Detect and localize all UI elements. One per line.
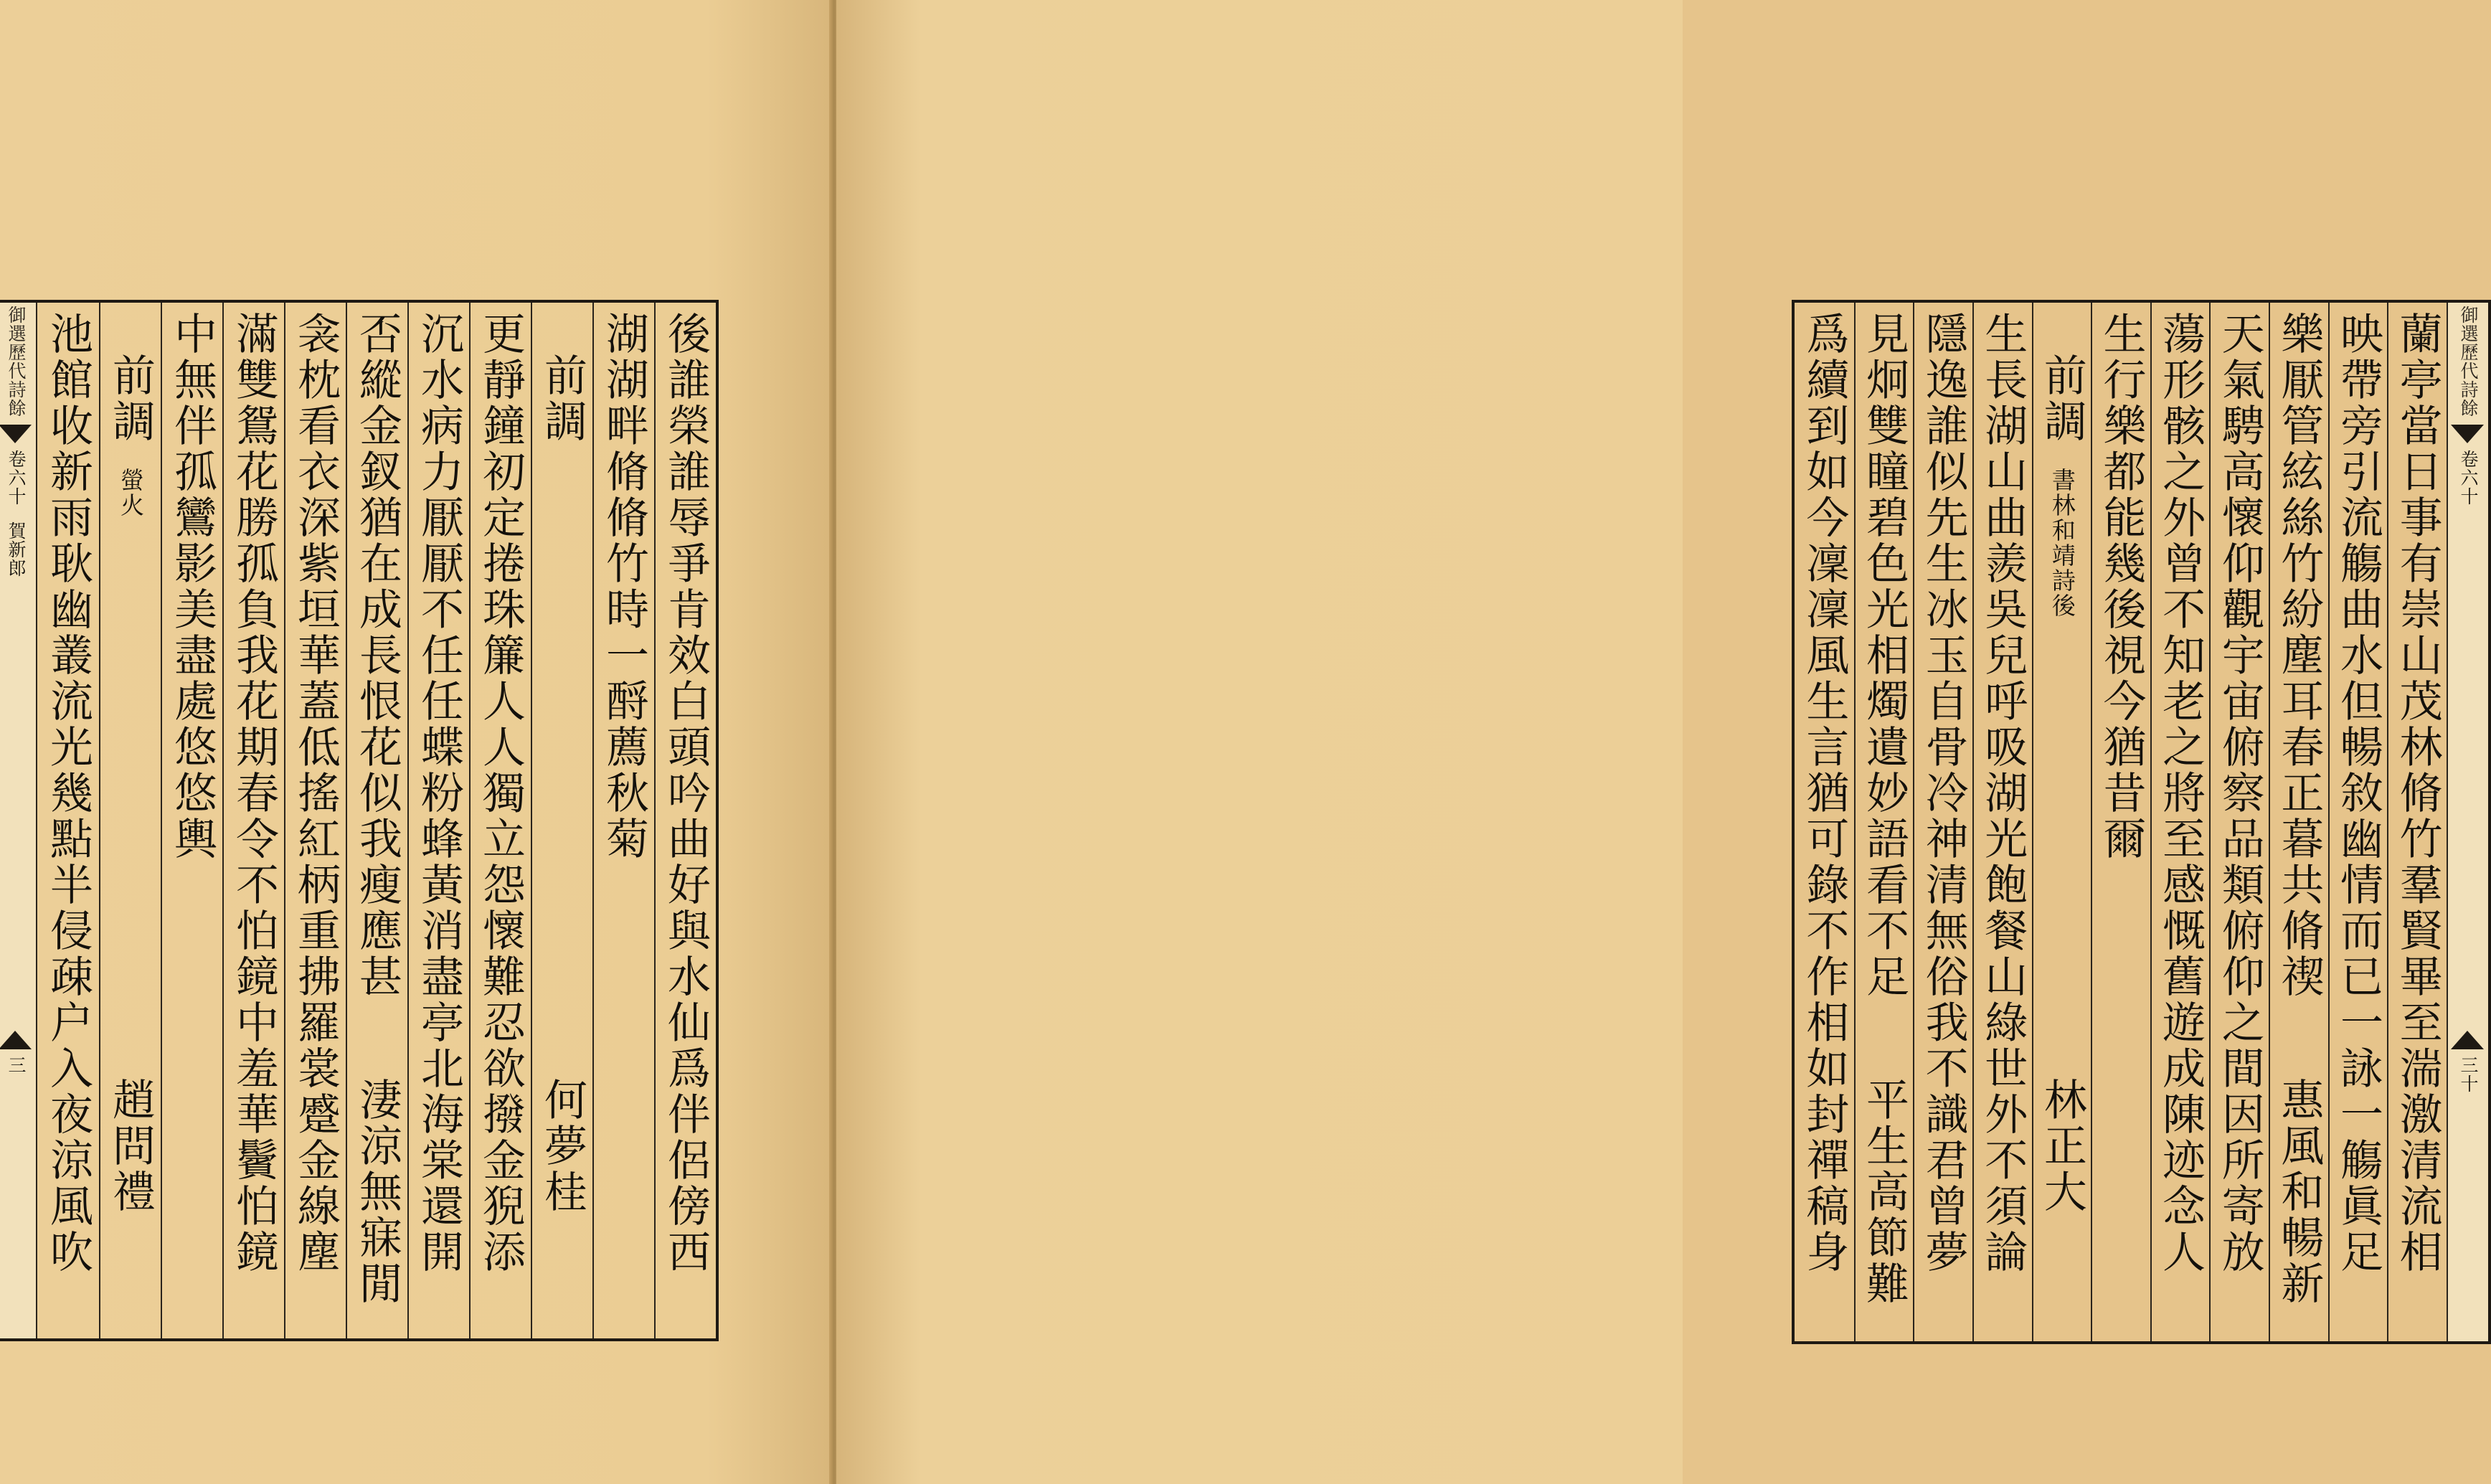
text-column [654,303,716,1338]
center-volume: 卷六十 [2458,450,2479,506]
text-column [222,303,284,1338]
verse-text: 映帶旁引流觴曲水但暢敘幽情而已一詠一觴眞足 [2333,311,2384,1275]
verse-text: 衾枕看衣深紫垣華蓋低搖紅柄重拂羅裳蹙金線塵 [290,311,341,1275]
text-column [2150,303,2210,1341]
tune-heading: 前調 [2036,353,2087,445]
verse-text: 否縱金釵猶在成長恨花似我瘦應甚 [352,311,402,1000]
text-column [161,303,222,1338]
text-column [2032,303,2091,1341]
text-column [407,303,469,1338]
verse-text: 更靜鐘初定捲珠簾人人獨立怨懷難忍欲撥金猊添 [476,311,526,1275]
text-column [2328,303,2388,1341]
text-column [99,303,161,1338]
fish-tail-marker-top [0,425,32,443]
author-name: 趙問禮 [105,1077,156,1215]
center-tune-name: 賀新郎 [6,521,27,577]
verse-text-continued: 平生高節難 [1858,1077,1909,1307]
fish-tail-marker-top [2451,425,2484,443]
right-page [836,0,2479,1484]
verse-text: 生行樂都能幾後視今猶昔爾 [2096,311,2147,862]
text-column [2387,303,2447,1341]
text-column [346,303,407,1338]
verse-text: 中無伴孤鸞影美盡處悠悠輿 [167,311,217,862]
verse-text: 池館收新雨耿幽叢流光幾點半侵疎户入夜涼風吹 [43,311,93,1275]
text-column [592,303,654,1338]
text-column [1795,303,1854,1341]
text-column [1854,303,1914,1341]
right-text-frame [1792,300,2491,1344]
verse-text: 天氣騁高懷仰觀宇宙俯察品類俯仰之間因所寄放 [2214,311,2265,1275]
heading-note: 螢火 [117,468,145,518]
text-column [2209,303,2269,1341]
verse-text: 後誰榮誰辱爭肯效白頭吟曲好與水仙爲伴侶傍西 [661,311,711,1275]
verse-text: 沉水病力厭厭不任任蝶粉蜂黃消盡亭北海棠還開 [414,311,464,1275]
right-page-center-strip [2447,303,2488,1341]
heading-note: 書林和靖詩後 [2048,468,2076,618]
left-page [0,0,832,1484]
left-page-center-strip [0,303,37,1338]
text-column [1972,303,2032,1341]
verse-text-continued: 淒涼無寐閒 [352,1077,402,1307]
author-name: 何夢桂 [537,1077,587,1215]
center-volume: 卷六十 [6,450,27,506]
text-column [284,303,346,1338]
center-title: 御選歷代詩餘 [6,306,27,417]
author-name: 林正大 [2036,1077,2087,1215]
fish-tail-marker-bottom [2451,1031,2484,1049]
verse-text: 湖湖畔脩脩竹時一酹薦秋菊 [599,311,649,862]
verse-text: 隱逸誰似先生冰玉自骨冷神清無俗我不識君曾夢 [1918,311,1969,1275]
tune-heading: 前調 [537,353,587,445]
tune-heading: 前調 [105,353,156,445]
verse-text: 生長湖山曲羨吳兒呼吸湖光飽餐山綠世外不須論 [1977,311,2028,1275]
verse-text: 爲續到如今凜凜風生言猶可錄不作相如封禪稿身 [1799,311,1850,1275]
verse-text: 見炯雙瞳碧色光相燭遺妙語看不足 [1858,311,1909,1000]
verse-text: 滿雙鴛花勝孤負我花期春令不怕鏡中羞華鬢怕鏡 [229,311,279,1275]
text-column [37,303,99,1338]
text-column [531,303,592,1338]
verse-text: 蕩形骸之外曾不知老之將至感慨舊遊成陳迹念人 [2155,311,2206,1275]
verse-text: 樂厭管絃絲竹紛塵耳春正暮共脩禊 [2274,311,2325,1000]
left-text-frame [0,300,719,1341]
center-page-number: 三 [6,1056,27,1074]
center-title: 御選歷代詩餘 [2458,306,2479,417]
text-column [469,303,531,1338]
fish-tail-marker-bottom [0,1031,32,1049]
verse-text-continued: 惠風和暢新 [2274,1077,2325,1307]
text-column [2269,303,2328,1341]
center-page-number: 三十 [2458,1056,2479,1093]
text-column [2091,303,2150,1341]
text-column [1913,303,1972,1341]
verse-text: 蘭亭當日事有崇山茂林脩竹羣賢畢至湍激清流相 [2392,311,2443,1275]
